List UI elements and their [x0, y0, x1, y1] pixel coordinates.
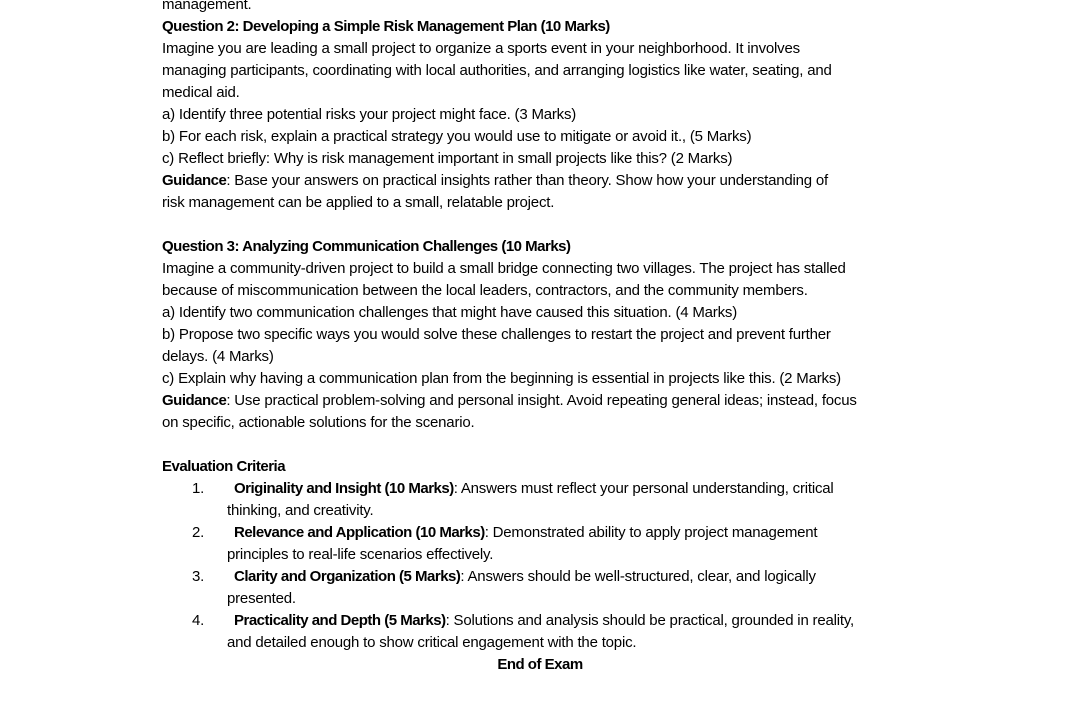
- text-segment: thinking, and creativity.: [227, 502, 374, 519]
- text-segment: on specific, actionable solutions for the scenario.: [162, 414, 475, 431]
- text-segment: b) Propose two specific ways you would solve these challenges to restart the project and prevent further: [162, 326, 831, 343]
- text-segment: : Answers should be well-structured, clear, and logically: [460, 568, 816, 585]
- text-segment: : Use practical problem-solving and personal insight. Avoid repeating general ideas; instead, focus: [226, 392, 857, 409]
- text-segment: a) Identify three potential risks your project might face. (3 Marks): [162, 106, 577, 123]
- criterion-1-line-2: [162, 500, 918, 522]
- text-segment: b) For each risk, explain a practical strategy you would use to mitigate or avoid it., (5 Marks): [162, 128, 752, 145]
- text-segment: a) Identify two communication challenges that might have caused this situation. (4 Marks): [162, 304, 737, 321]
- bold-text-segment: Guidance: [162, 172, 227, 189]
- q2-intro-line-1: [162, 38, 918, 60]
- q3-guidance-line-2: [162, 412, 918, 434]
- list-number: 2.: [192, 524, 205, 541]
- criterion-1-line-1: [162, 478, 918, 500]
- bold-text-segment: Question 3: Analyzing Communication Challenges (10 Marks): [162, 238, 571, 255]
- bold-text-segment: Evaluation Criteria: [162, 458, 286, 475]
- text-segment: Imagine you are leading a small project to organize a sports event in your neighborhood. It involves: [162, 40, 800, 57]
- q3-part-c: [162, 368, 918, 390]
- q2-part-a: [162, 104, 918, 126]
- q2-part-c: [162, 148, 918, 170]
- criterion-4-line-1: [162, 610, 918, 632]
- criterion-2-line-2: [162, 544, 918, 566]
- text-segment: because of miscommunication between the local leaders, contractors, and the community members.: [162, 282, 808, 299]
- text-segment: : Demonstrated ability to apply project management: [484, 524, 818, 541]
- text-segment: c) Reflect briefly: Why is risk management important in small projects like this? (2 Marks): [162, 150, 733, 167]
- list-number: 1.: [192, 480, 205, 497]
- bold-text-segment: End of Exam: [497, 656, 583, 673]
- spacer-1: [162, 214, 918, 236]
- q2-intro-line-3: [162, 82, 918, 104]
- q2-intro-line-2: [162, 60, 918, 82]
- text-segment: management.: [162, 0, 252, 13]
- evaluation-criteria-heading: [162, 456, 918, 478]
- bold-text-segment: Guidance: [162, 392, 227, 409]
- text-segment: c) Explain why having a communication plan from the beginning is essential in projects like this. (2 Marks): [162, 370, 841, 387]
- list-number: 4.: [192, 612, 205, 629]
- q3-guidance-line-1: [162, 390, 918, 412]
- q2-guidance-line-2: [162, 192, 918, 214]
- criterion-3-line-1: [162, 566, 918, 588]
- question-2-heading: [162, 16, 918, 38]
- list-number: 3.: [192, 568, 205, 585]
- text-segment: Imagine a community-driven project to build a small bridge connecting two villages. The project has stalled: [162, 260, 846, 277]
- question-3-heading: [162, 236, 918, 258]
- text-segment: : Base your answers on practical insights rather than theory. Show how your understanding of: [226, 172, 829, 189]
- q2-guidance-line-1: [162, 170, 918, 192]
- text-segment: : Answers must reflect your personal understanding, critical: [453, 480, 834, 497]
- text-segment: : Solutions and analysis should be practical, grounded in reality,: [445, 612, 855, 629]
- bold-text-segment: Originality and Insight (10 Marks): [234, 480, 454, 497]
- q3-part-a: [162, 302, 918, 324]
- q2-part-b: [162, 126, 918, 148]
- bold-text-segment: Clarity and Organization (5 Marks): [234, 568, 461, 585]
- end-of-exam: [162, 654, 918, 676]
- q3-part-b-line-2: [162, 346, 918, 368]
- text-segment: delays. (4 Marks): [162, 348, 274, 365]
- document-page: [162, 0, 918, 676]
- criterion-4-line-2: [162, 632, 918, 654]
- bold-text-segment: Practicality and Depth (5 Marks): [234, 612, 446, 629]
- q3-intro-line-2: [162, 280, 918, 302]
- text-segment: principles to real-life scenarios effectively.: [227, 546, 494, 563]
- spacer-2: [162, 434, 918, 456]
- text-segment: and detailed enough to show critical engagement with the topic.: [227, 634, 637, 651]
- continuation-line: [162, 0, 918, 16]
- q3-part-b-line-1: [162, 324, 918, 346]
- bold-text-segment: Relevance and Application (10 Marks): [234, 524, 485, 541]
- q3-intro-line-1: [162, 258, 918, 280]
- text-segment: risk management can be applied to a small, relatable project.: [162, 194, 555, 211]
- bold-text-segment: Question 2: Developing a Simple Risk Management Plan (10 Marks): [162, 18, 610, 35]
- text-segment: presented.: [227, 590, 296, 607]
- criterion-2-line-1: [162, 522, 918, 544]
- text-segment: medical aid.: [162, 84, 240, 101]
- criterion-3-line-2: [162, 588, 918, 610]
- text-segment: managing participants, coordinating with local authorities, and arranging logistics like water, seating, and: [162, 62, 832, 79]
